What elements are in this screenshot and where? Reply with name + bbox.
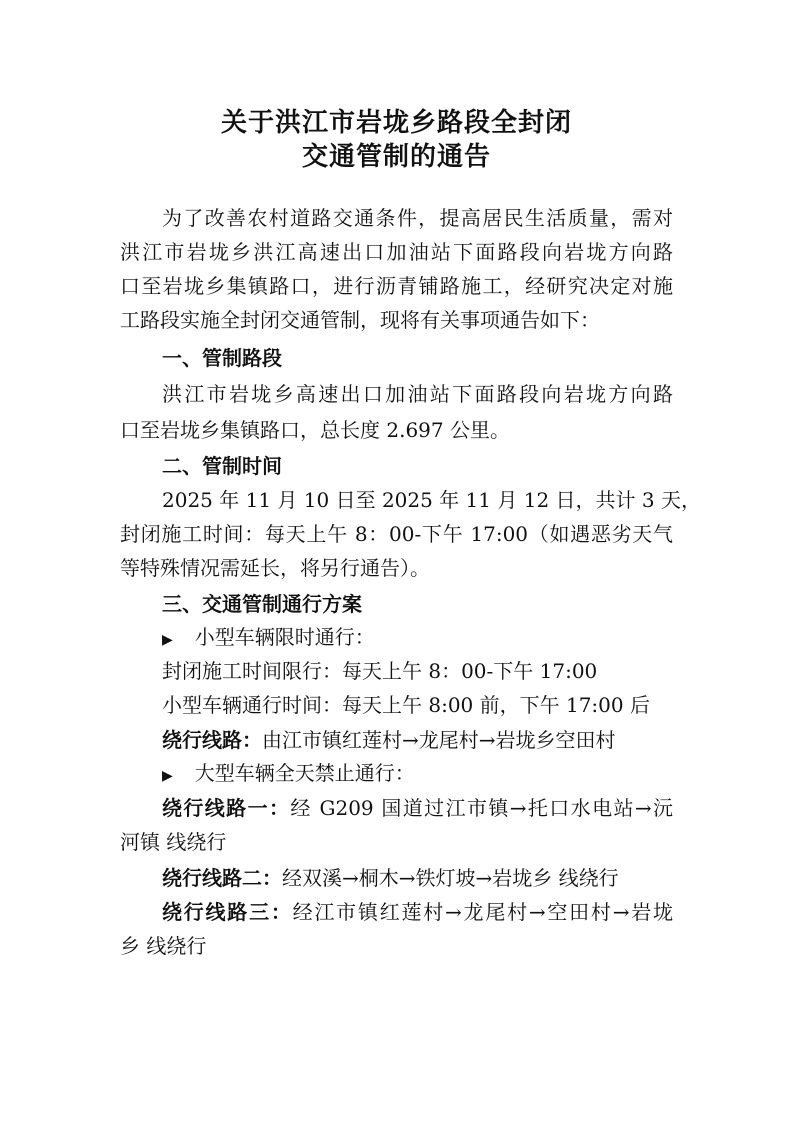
intro-line: 工路段实施全封闭交通管制，现将有关事项通告如下： — [120, 308, 600, 332]
title-line-1: 关于洪江市岩垅乡路段全封闭 — [220, 108, 572, 138]
triangle-right-icon: ▶ — [162, 632, 173, 648]
section-heading-2: 二、管制时间 — [162, 454, 282, 478]
route-text: 由江市镇红莲村→龙尾村→岩垅乡空田村 — [262, 728, 616, 752]
route-label: 绕行线路一： — [162, 796, 291, 820]
section-2-line: 封闭施工时间：每天上午 8：00-下午 17:00（如遇恶劣天气 — [120, 522, 673, 546]
route-label: 绕行线路三： — [162, 900, 293, 924]
small-detour-route — [162, 728, 673, 752]
detour-route-3 — [162, 900, 673, 924]
intro-line: 为了改善农村道路交通条件，提高居民生活质量，需对 — [162, 206, 673, 230]
route-text: 经双溪→桐木→铁灯坡→岩垅乡 线绕行 — [282, 866, 619, 890]
detour-route-1 — [162, 796, 673, 820]
section-2-line: 等特殊情况需延长，将另行通告）。 — [120, 556, 430, 580]
intro-line: 洪江市岩垅乡洪江高速出口加油站下面路段向岩垅方向路 — [120, 240, 673, 264]
section-heading-1: 一、管制路段 — [162, 346, 282, 370]
detour-route-3-cont: 乡 线绕行 — [120, 934, 207, 958]
route-text: 经江市镇红莲村→龙尾村→空田村→岩垅 — [292, 900, 673, 924]
section-heading-3: 三、交通管制通行方案 — [162, 592, 362, 616]
detour-route-2 — [162, 866, 673, 890]
small-vehicle-item — [162, 625, 673, 652]
route-text: 经 G209 国道过江市镇→托口水电站→沅 — [290, 796, 674, 820]
small-restrict-time: 封闭施工时间限行：每天上午 8：00-下午 17:00 — [162, 659, 598, 683]
small-pass-time: 小型车辆通行时间：每天上午 8:00 前，下午 17:00 后 — [162, 693, 650, 717]
small-vehicle-label: 小型车辆限时通行： — [194, 625, 375, 649]
section-1-line: 口至岩垅乡集镇路口，总长度 2.697 公里。 — [120, 418, 510, 442]
large-vehicle-label: 大型车辆全天禁止通行： — [194, 761, 415, 785]
detour-route-1-cont: 河镇 线绕行 — [120, 830, 227, 854]
route-label: 绕行线路： — [162, 728, 262, 752]
intro-line: 口至岩垅乡集镇路口，进行沥青铺路施工，经研究决定对施 — [120, 274, 673, 298]
title-line-2: 交通管制的通告 — [301, 142, 491, 172]
section-2-line: 2025 年 11 月 10 日至 2025 年 11 月 12 日，共计 3 天， — [162, 488, 701, 512]
route-label: 绕行线路二： — [162, 866, 282, 890]
triangle-right-icon: ▶ — [162, 768, 173, 784]
large-vehicle-item — [162, 761, 673, 788]
section-1-line: 洪江市岩垅乡高速出口加油站下面路段向岩垅方向路 — [162, 382, 673, 406]
